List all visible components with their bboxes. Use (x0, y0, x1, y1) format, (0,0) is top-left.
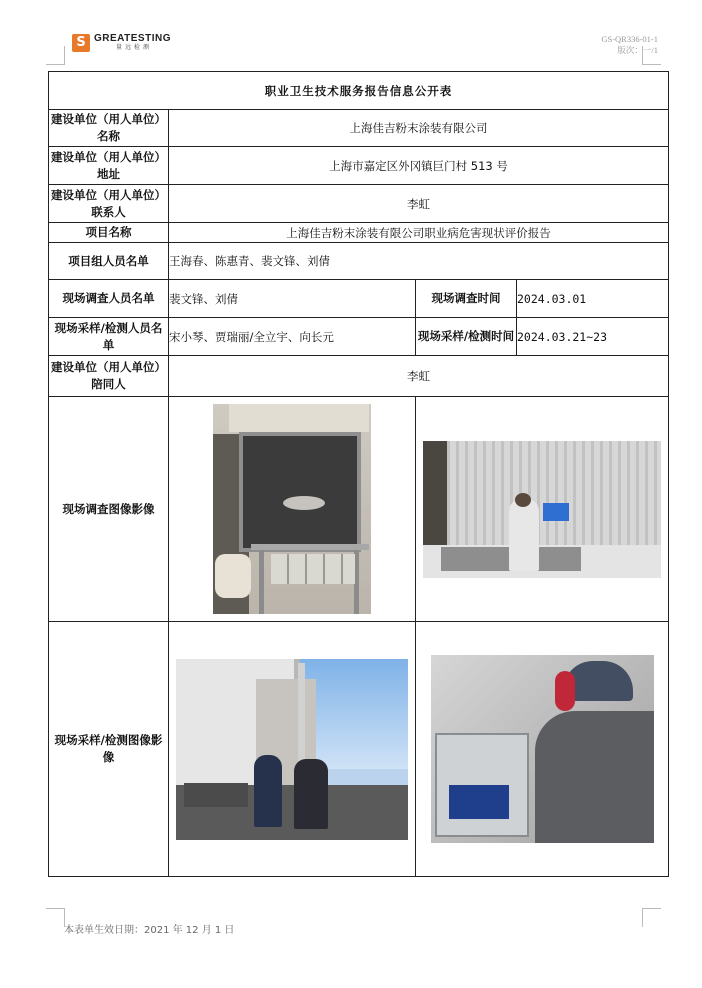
doc-version: 版次：一/1 (617, 45, 658, 55)
form-title: 职业卫生技术服务报告信息公开表 (49, 72, 669, 110)
sampling-photo-cell-2 (416, 622, 669, 877)
survey-photo-workbench (213, 404, 371, 614)
project-team-value: 王海春、陈惠青、裴文锋、刘倩 (169, 243, 669, 280)
table-row (49, 147, 669, 185)
form-title-row (49, 72, 669, 110)
table-row (49, 356, 669, 397)
sampling-time-value: 2024.03.21~23 (517, 318, 669, 356)
survey-staff-label: 现场调查人员名单 (49, 280, 169, 318)
doc-code-number: GS-QR336-01-1 (601, 34, 658, 44)
sampling-time-label: 现场采样/检测时间 (416, 318, 517, 356)
table-row (49, 622, 669, 877)
crop-mark-bottom-right (642, 908, 661, 927)
unit-contact-label: 建设单位（用人单位）联系人 (49, 185, 169, 223)
logo-subtitle: 量远检测 (116, 44, 153, 51)
project-name-label: 项目名称 (49, 223, 169, 243)
table-row (49, 397, 669, 622)
unit-escort-value: 李虹 (169, 356, 669, 397)
crop-mark-bottom-left (46, 908, 65, 927)
survey-photo-production-line (423, 441, 661, 578)
effective-date-footer: 本表单生效日期：2021 年 12 月 1 日 (64, 925, 235, 936)
unit-name-value: 上海佳吉粉末涂装有限公司 (169, 110, 669, 147)
logo-name: GREATESTING (94, 33, 171, 44)
logo-mark: S (72, 34, 90, 52)
sampling-images-label: 现场采样/检测图像影像 (49, 622, 169, 877)
unit-address-label: 建设单位（用人单位）地址 (49, 147, 169, 185)
table-row (49, 223, 669, 243)
table-row (49, 185, 669, 223)
sampling-staff-value: 宋小琴、贾瑞丽/全立宇、向长元 (169, 318, 416, 356)
project-name-value: 上海佳吉粉末涂装有限公司职业病危害现状评价报告 (169, 223, 669, 243)
survey-photo-cell-2 (416, 397, 669, 622)
crop-mark-top-left (46, 46, 65, 65)
sampling-photo-noise-measurement (431, 655, 654, 843)
survey-photo-cell-1 (169, 397, 416, 622)
crop-mark-top-right (642, 46, 661, 65)
unit-name-label: 建设单位（用人单位）名称 (49, 110, 169, 147)
table-row (49, 243, 669, 280)
project-team-label: 项目组人员名单 (49, 243, 169, 280)
unit-address-value: 上海市嘉定区外冈镇巨门村 513 号 (169, 147, 669, 185)
unit-escort-label: 建设单位（用人单位）陪同人 (49, 356, 169, 397)
survey-time-label: 现场调查时间 (416, 280, 517, 318)
sampling-staff-label: 现场采样/检测人员名单 (49, 318, 169, 356)
survey-staff-value: 裴文锋、刘倩 (169, 280, 416, 318)
unit-contact-value: 李虹 (169, 185, 669, 223)
company-logo (72, 33, 171, 52)
disclosure-form-table (48, 71, 669, 877)
sampling-photo-cell-1 (169, 622, 416, 877)
sampling-photo-staff-on-site (176, 659, 408, 840)
table-row (49, 318, 669, 356)
table-row (49, 110, 669, 147)
table-row (49, 280, 669, 318)
survey-images-label: 现场调查图像影像 (49, 397, 169, 622)
survey-time-value: 2024.03.01 (517, 280, 669, 318)
